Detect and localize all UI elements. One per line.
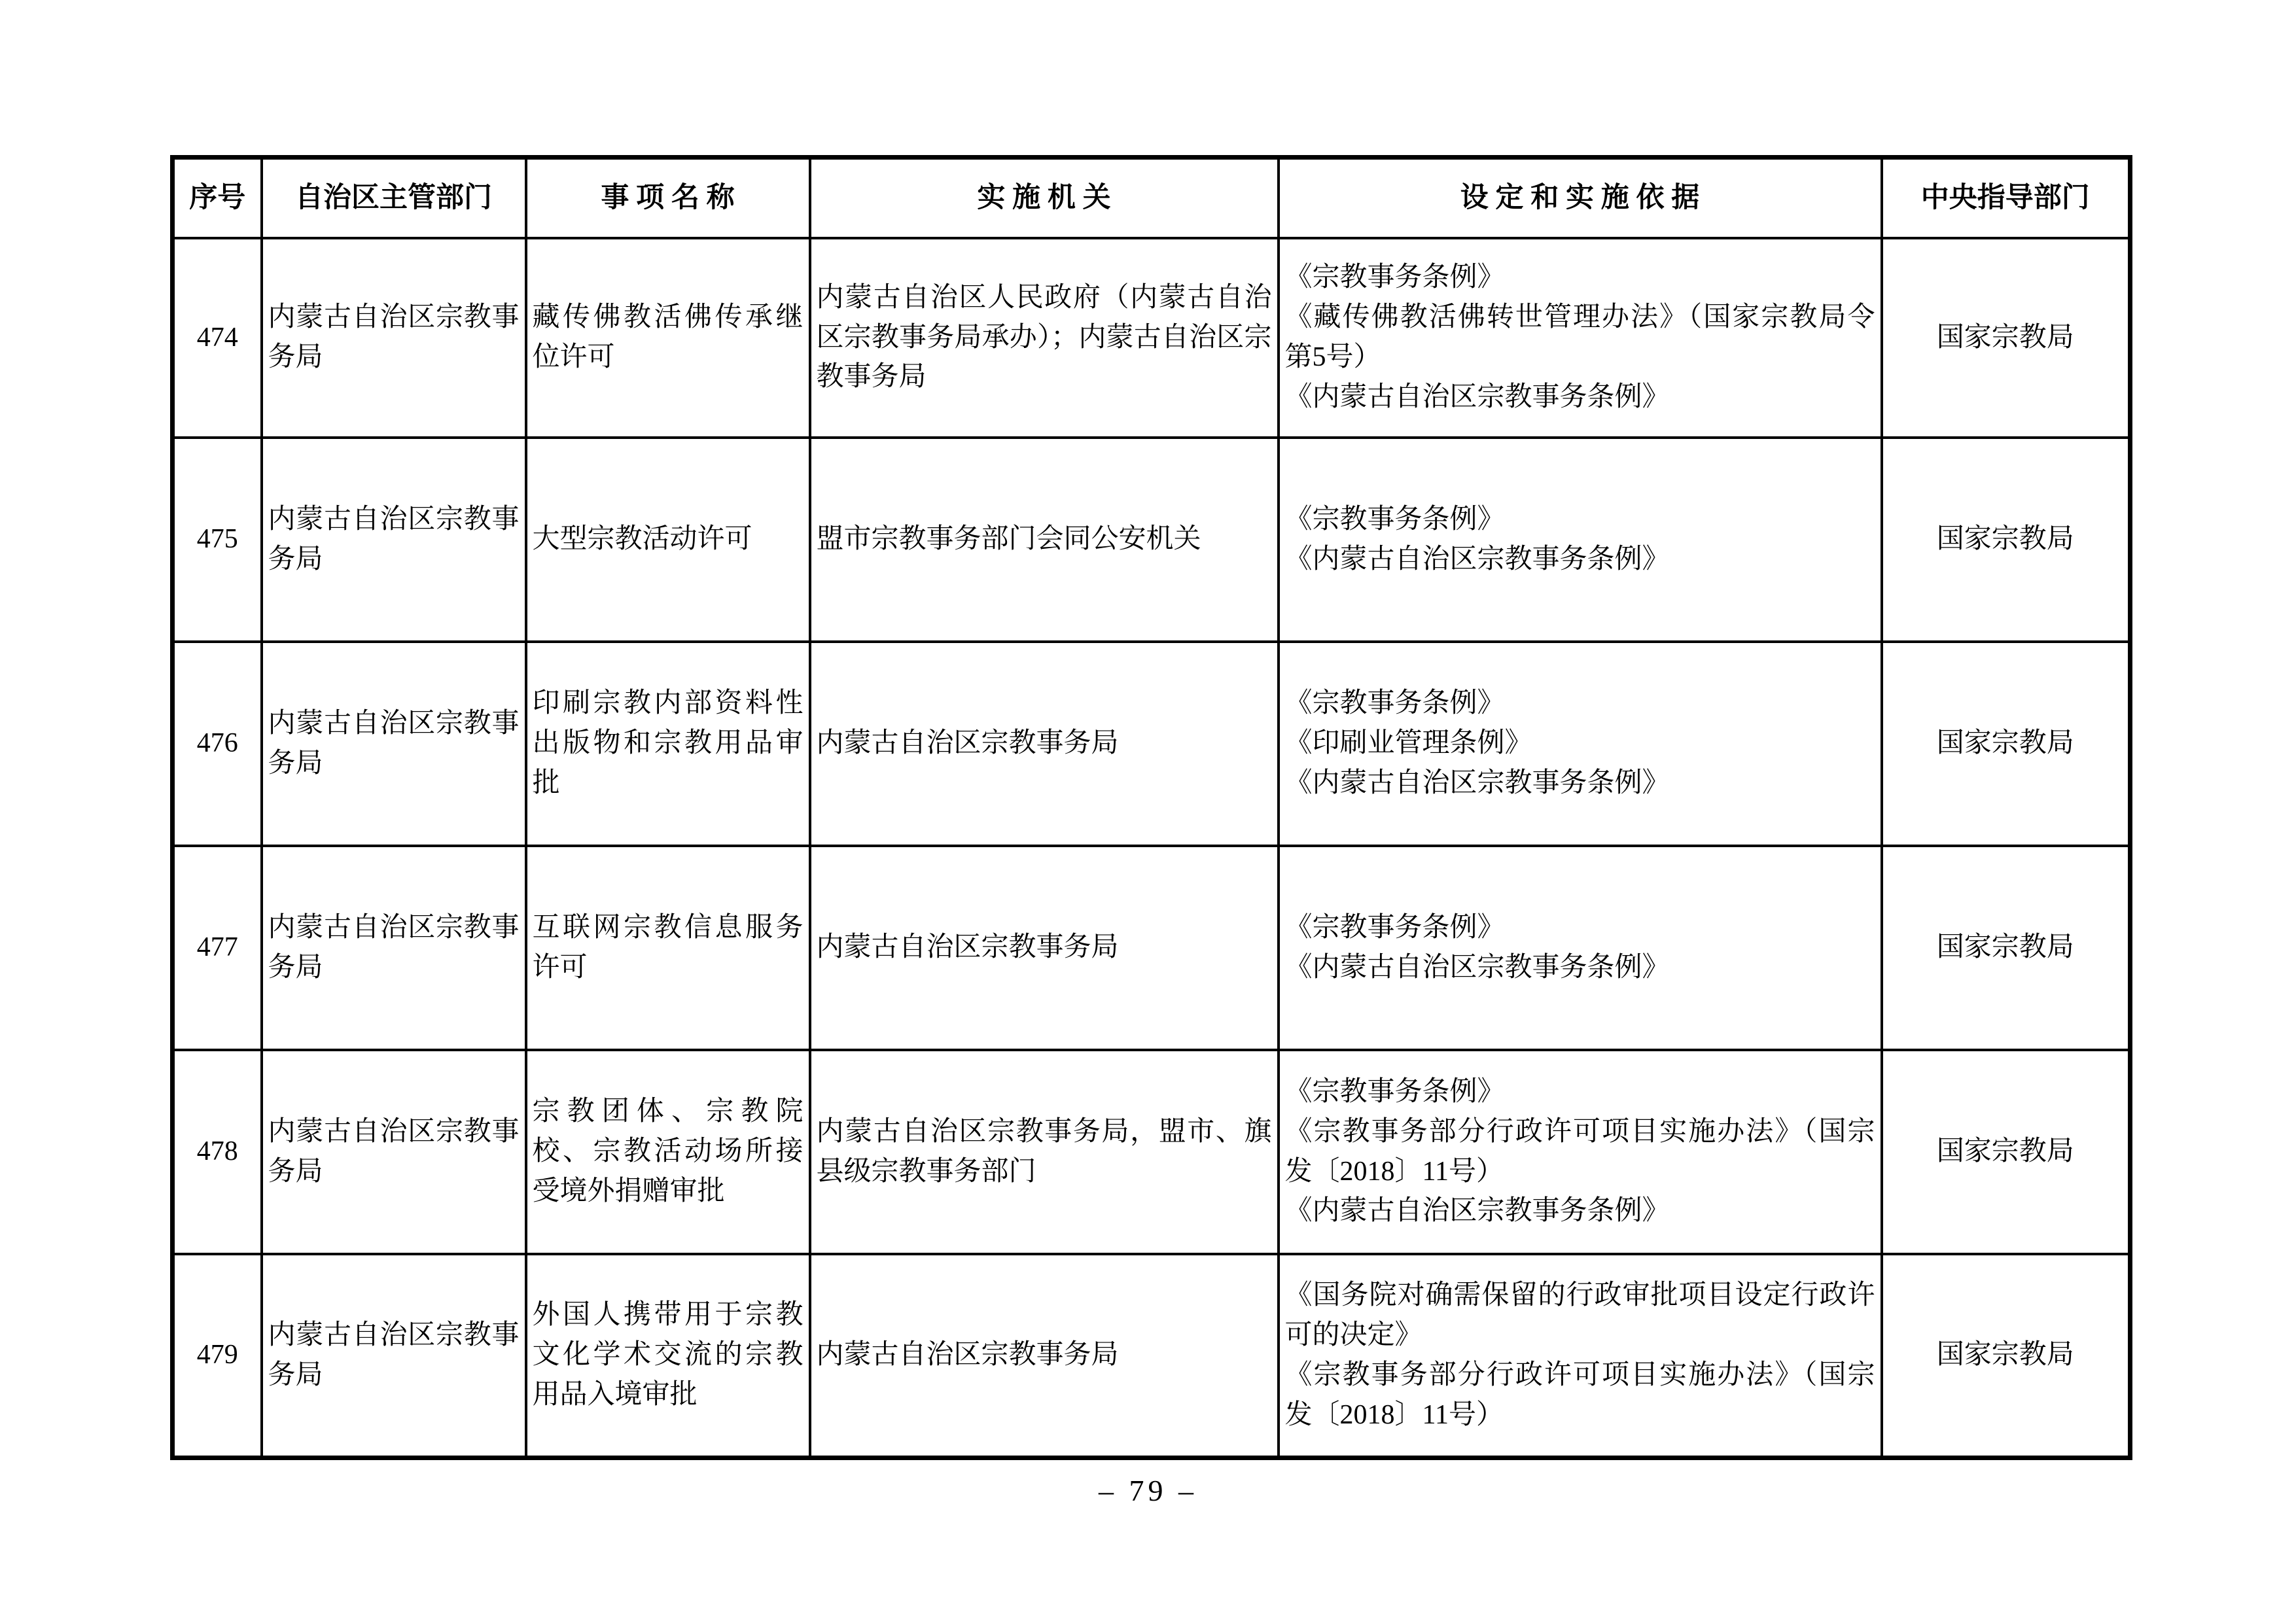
- basis-line: 《宗教事务部分行政许可项目实施办法》（国宗发〔2018〕11号）: [1284, 1116, 1875, 1187]
- item-name-cell: 宗教团体、宗教院校、宗教活动场所接受境外捐赠审批: [526, 1050, 810, 1254]
- central-dept-cell: 国家宗教局: [1882, 438, 2130, 642]
- table-header-row: [173, 158, 2130, 238]
- agency-cell: 盟市宗教事务部门会同公安机关: [810, 438, 1279, 642]
- basis-line: 《宗教事务条例》: [1284, 912, 1505, 943]
- basis-line: 《宗教事务条例》: [1284, 504, 1505, 534]
- central-dept-cell: 国家宗教局: [1882, 1050, 2130, 1254]
- department-cell: 内蒙古自治区宗教事务局: [262, 1254, 526, 1458]
- basis-line: 《藏传佛教活佛转世管理办法》（国家宗教局令第5号）: [1284, 302, 1875, 372]
- basis-cell: [1279, 642, 1882, 846]
- basis-line: 《宗教事务条例》: [1284, 1076, 1505, 1107]
- central-dept-cell: 国家宗教局: [1882, 1254, 2130, 1458]
- header-serial: 序号: [173, 158, 262, 238]
- department-cell: 内蒙古自治区宗教事务局: [262, 642, 526, 846]
- department-cell: 内蒙古自治区宗教事务局: [262, 1050, 526, 1254]
- agency-cell: 内蒙古自治区人民政府（内蒙古自治区宗教事务局承办）；内蒙古自治区宗教事务局: [810, 238, 1279, 438]
- basis-line: 《宗教事务部分行政许可项目实施办法》（国宗发〔2018〕11号）: [1284, 1359, 1875, 1430]
- department-cell: 内蒙古自治区宗教事务局: [262, 438, 526, 642]
- table-row: [173, 1050, 2130, 1254]
- item-name-cell: 外国人携带用于宗教文化学术交流的宗教用品入境审批: [526, 1254, 810, 1458]
- basis-line: 《宗教事务条例》: [1284, 262, 1505, 293]
- serial-cell: 478: [173, 1050, 262, 1254]
- basis-cell: [1279, 238, 1882, 438]
- serial-cell: 477: [173, 846, 262, 1050]
- item-name-cell: 大型宗教活动许可: [526, 438, 810, 642]
- basis-line: 《内蒙古自治区宗教事务条例》: [1284, 544, 1670, 574]
- table-row: [173, 238, 2130, 438]
- serial-cell: 476: [173, 642, 262, 846]
- serial-cell: 474: [173, 238, 262, 438]
- department-cell: 内蒙古自治区宗教事务局: [262, 238, 526, 438]
- agency-cell: 内蒙古自治区宗教事务局: [810, 846, 1279, 1050]
- basis-cell: [1279, 846, 1882, 1050]
- serial-cell: 475: [173, 438, 262, 642]
- basis-cell: [1279, 1254, 1882, 1458]
- header-central: 中央指导部门: [1882, 158, 2130, 238]
- agency-cell: 内蒙古自治区宗教事务局: [810, 642, 1279, 846]
- central-dept-cell: 国家宗教局: [1882, 846, 2130, 1050]
- basis-line: 《国务院对确需保留的行政审批项目设定行政许可的决定》: [1284, 1280, 1875, 1350]
- header-basis: 设 定 和 实 施 依 据: [1279, 158, 1882, 238]
- agency-cell: 内蒙古自治区宗教事务局: [810, 1254, 1279, 1458]
- basis-line: 《内蒙古自治区宗教事务条例》: [1284, 952, 1670, 983]
- basis-line: 《内蒙古自治区宗教事务条例》: [1284, 1196, 1670, 1227]
- table-row: [173, 438, 2130, 642]
- basis-line: 《印刷业管理条例》: [1284, 728, 1532, 759]
- basis-line: 《内蒙古自治区宗教事务条例》: [1284, 767, 1670, 798]
- table-row: [173, 642, 2130, 846]
- header-department: 自治区主管部门: [262, 158, 526, 238]
- basis-cell: [1279, 1050, 1882, 1254]
- page-number: – 79 –: [1099, 1474, 1197, 1507]
- agency-cell: 内蒙古自治区宗教事务局，盟市、旗县级宗教事务部门: [810, 1050, 1279, 1254]
- item-name-cell: 藏传佛教活佛传承继位许可: [526, 238, 810, 438]
- item-name-cell: 互联网宗教信息服务许可: [526, 846, 810, 1050]
- table-row: [173, 846, 2130, 1050]
- central-dept-cell: 国家宗教局: [1882, 238, 2130, 438]
- basis-line: 《宗教事务条例》: [1284, 688, 1505, 719]
- header-agency: 实 施 机 关: [810, 158, 1279, 238]
- serial-cell: 479: [173, 1254, 262, 1458]
- basis-line: 《内蒙古自治区宗教事务条例》: [1284, 381, 1670, 412]
- basis-cell: [1279, 438, 1882, 642]
- department-cell: 内蒙古自治区宗教事务局: [262, 846, 526, 1050]
- table-row: [173, 1254, 2130, 1458]
- admin-approval-table: [170, 155, 2132, 1460]
- item-name-cell: 印刷宗教内部资料性出版物和宗教用品审批: [526, 642, 810, 846]
- central-dept-cell: 国家宗教局: [1882, 642, 2130, 846]
- header-item: 事 项 名 称: [526, 158, 810, 238]
